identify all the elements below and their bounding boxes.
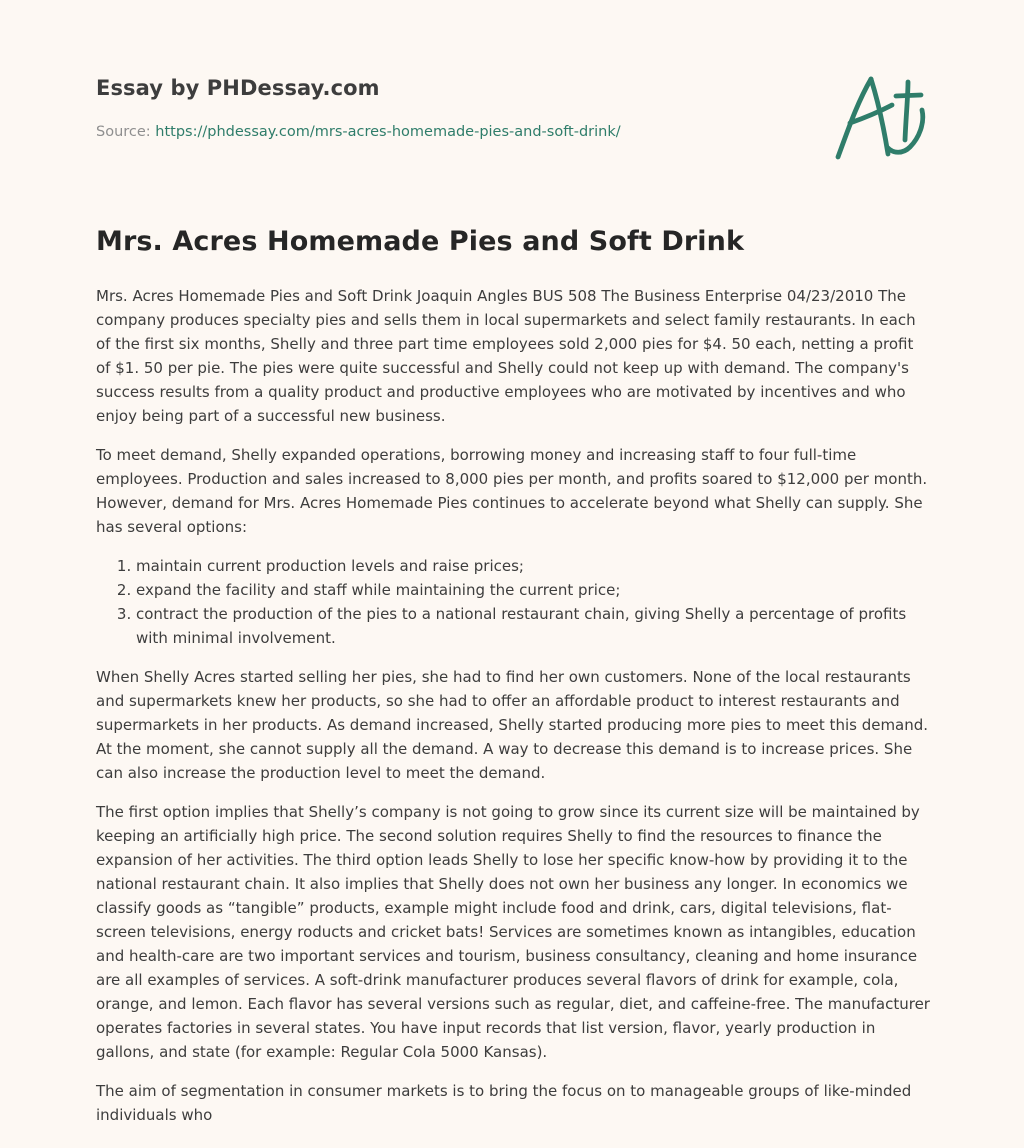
option-item-1: 1. maintain current production levels and raise prices; [136, 554, 930, 578]
a-plus-logo-icon [830, 68, 930, 164]
option-item-2: 2. expand the facility and staff while maintaining the current price; [136, 578, 930, 602]
paragraph-4: The first option implies that Shelly’s company is not going to grow since its current size will be maintained by keeping an artificially high price. The second solution requires Shelly to find the resources to finance the expansion of her activities. The third option leads Shelly to lose her specific know-how by providing it to the national restaurant chain. It also implies that Shelly does not own her business any longer. In economics we classify goods as “tangible” products, example might include food and drink, cars, digital televisions, flat-screen televisions, energy roducts and cricket bats! Services are sometimes known as intangibles, education and health-care are two important services and tourism, business consultancy, cleaning and home insurance are all examples of services. A soft-drink manufacturer produces several flavors of drink for example, cola, orange, and lemon. Each flavor has several versions such as regular, diet, and caffeine-free. The manufacturer operates factories in several states. You have input records that list version, flavor, yearly production in gallons, and state (for example: Regular Cola 5000 Kansas). [96, 803, 930, 1061]
paragraph-5: The aim of segmentation in consumer markets is to bring the focus on to manageable groups of like-minded individuals who [96, 1082, 912, 1124]
option-item-3: 3. contract the production of the pies to a national restaurant chain, giving Shelly a percentage of profits with minimal involvement. [136, 602, 930, 650]
page-header [96, 0, 928, 170]
options-list [96, 554, 930, 650]
site-brand: Essay by PHDessay.com [96, 76, 380, 100]
paragraph-3: When Shelly Acres started selling her pies, she had to find her own customers. None of the local restaurants and supermarkets knew her products, so she had to offer an affordable product to interest restaurants and supermarkets in her products. As demand increased, Shelly started producing more pies to meet this demand. At the moment, she cannot supply all the demand. A way to decrease this demand is to increase prices. She can also increase the production level to meet the demand. [96, 668, 929, 782]
source-label: Source: [96, 124, 151, 140]
source-link[interactable]: https://phdessay.com/mrs-acres-homemade-pies-and-soft-drink/ [155, 124, 621, 140]
essay-title: Mrs. Acres Homemade Pies and Soft Drink [96, 226, 744, 257]
paragraph-2: To meet demand, Shelly expanded operations, borrowing money and increasing staff to four full-time employees. Production and sales increased to 8,000 pies per month, and profits soared to $12,000 per month. However, demand for Mrs. Acres Homemade Pies continues to accelerate beyond what Shelly can supply. She has several options: [96, 446, 928, 536]
source-line [96, 124, 621, 140]
essay-body [96, 284, 930, 1142]
paragraph-1: Mrs. Acres Homemade Pies and Soft Drink Joaquin Angles BUS 508 The Business Enterprise 04/23/2010 The company produces specialty pies and sells them in local supermarkets and select family restaurants. In each of the first six months, Shelly and three part time employees sold 2,000 pies for $4. 50 each, netting a profit of $1. 50 per pie. The pies were quite successful and Shelly could not keep up with demand. The company's success results from a quality product and productive employees who are motivated by incentives and who enjoy being part of a successful new business. [96, 287, 916, 425]
